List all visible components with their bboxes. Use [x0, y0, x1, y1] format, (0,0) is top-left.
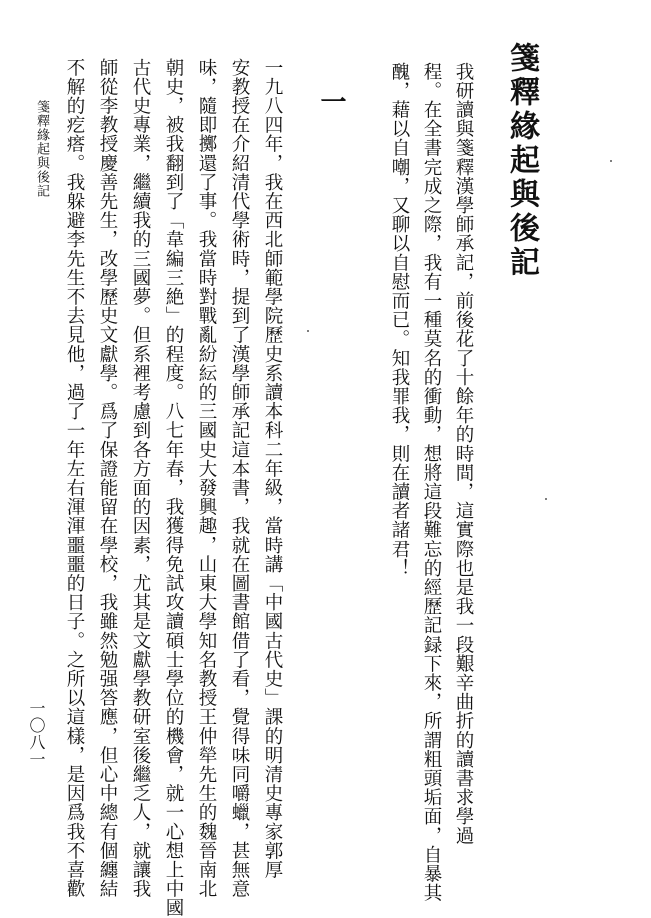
running-head: 箋釋緣起與後記	[34, 100, 49, 198]
body-line-6: 師從李教授慶善先生，改學歷史文獻學。爲了保證能留在學校，我雖然勉强答應，但心中總有個纏結	[97, 58, 118, 899]
intro-line-2: 程。在全書完成之際，我有一種莫名的衝動，想將這段難忘的經歷記録下來，所謂粗頭垢面，自暴其	[421, 62, 442, 903]
scan-speck	[610, 160, 612, 162]
intro-line-3: 醜，藉以自嘲，又聊以自慰而已。知我罪我，則在讀者諸君！	[389, 62, 410, 578]
body-line-2: 安教授在介紹清代學術時，提到了漢學師承記這本書，我就在圖書館借了看，覺得味同嚼蠟，甚無意	[229, 58, 250, 899]
body-line-1: 一九八四年，我在西北師範學院歷史系讀本科二年級，當時講「中國古代史」課的明清史專家郭厚	[262, 58, 283, 880]
section-number: 一	[316, 88, 346, 114]
scan-speck	[545, 498, 547, 500]
body-line-3: 味，隨即擲還了事。我當時對戰亂紛紜的三國史大發興趣，山東大學知名教授王仲犖先生的魏晉南北	[196, 58, 217, 899]
scan-speck	[307, 330, 309, 332]
body-line-4: 朝史，被我翻到了「韋編三絶」的程度。八七年春，我獲得免試攻讀碩士學位的機會，就一心想上中國	[163, 58, 184, 918]
chapter-title: 箋釋緣起與後記	[504, 42, 539, 280]
body-line-7: 不解的疙瘩。我躲避李先生不去見他，過了一年左右渾渾噩噩的日子。之所以這樣，是因爲我不喜歡	[64, 58, 85, 899]
page-number: 一〇八一	[27, 700, 46, 768]
body-line-5: 古代史專業，繼續我的三國夢。但系裡考慮到各方面的因素，尤其是文獻學教研室後繼乏人，就讓我	[130, 58, 151, 899]
intro-line-1: 我研讀與箋釋漢學師承記，前後花了十餘年的時間，這實際也是我一段艱辛曲折的讀書求學過	[453, 62, 474, 846]
